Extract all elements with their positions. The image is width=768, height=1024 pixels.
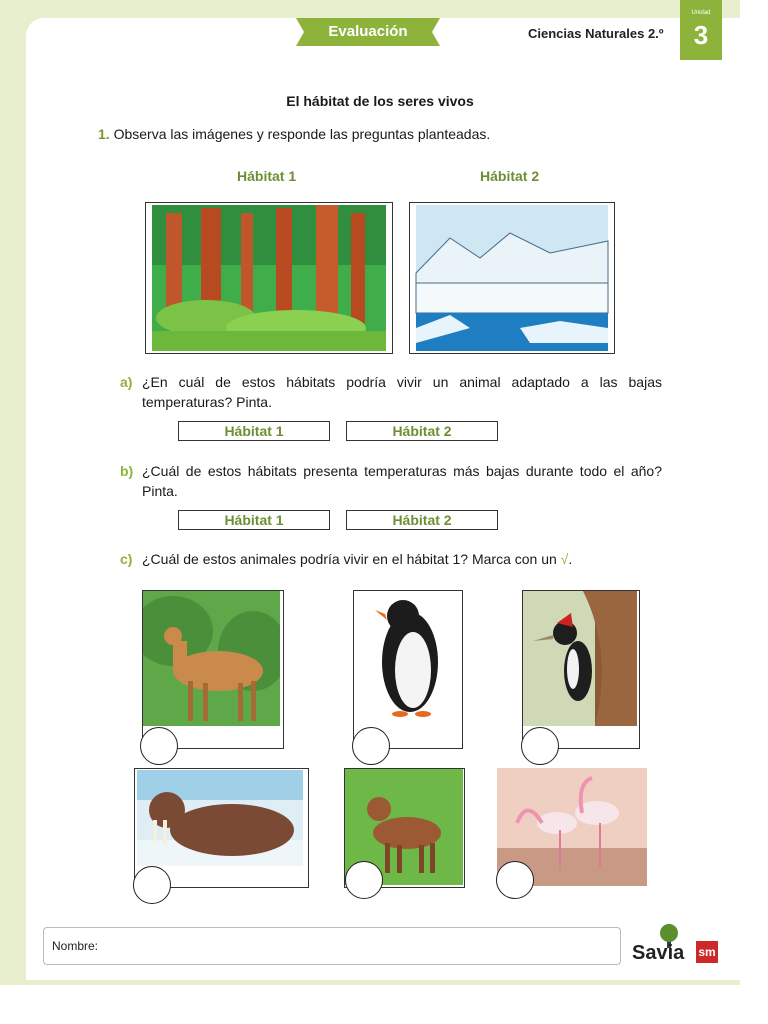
forest-illustration	[146, 203, 392, 353]
question-1	[98, 126, 490, 142]
walrus-image	[137, 770, 303, 866]
question-b	[120, 461, 662, 501]
question-a	[120, 372, 662, 412]
evaluation-banner	[296, 18, 440, 46]
woodpecker-image	[523, 591, 637, 726]
question-c	[120, 549, 662, 569]
woodpecker-illustration	[523, 591, 637, 726]
penguin-illustration	[355, 592, 459, 725]
mark-circle-pudu[interactable]	[345, 861, 383, 899]
evaluation-banner-label: Evaluación	[328, 23, 408, 40]
mark-circle-penguin[interactable]	[352, 727, 390, 765]
answer-b-habitat-1[interactable]: Hábitat 1	[178, 510, 330, 530]
unit-word: Unidad	[691, 10, 711, 16]
question-b-text: ¿Cuál de estos hábitats presenta temperaturas más bajas durante todo el año? Pinta.	[142, 463, 662, 499]
answer-a-habitat-1[interactable]: Hábitat 1	[178, 421, 330, 441]
check-mark-icon: √	[560, 551, 569, 567]
question-c-text	[120, 549, 662, 569]
polar-illustration	[410, 203, 614, 353]
question-a-letter: a)	[120, 374, 133, 390]
answer-a-habitat-2[interactable]: Hábitat 2	[346, 421, 498, 441]
mark-circle-flamingo[interactable]	[496, 861, 534, 899]
subject-title: Ciencias Naturales 2.º	[528, 26, 664, 41]
habitat-1-label: Hábitat 1	[237, 168, 297, 184]
question-c-body: ¿Cuál de estos animales podría vivir en el hábitat 1? Marca con un	[142, 551, 557, 567]
deer-image	[143, 591, 280, 726]
name-field-label: Nombre:	[52, 939, 99, 953]
question-c-end: .	[568, 551, 573, 567]
sm-logo: sm	[696, 941, 718, 963]
penguin-image	[355, 592, 459, 725]
answer-b-habitat-2[interactable]: Hábitat 2	[346, 510, 498, 530]
savia-logo-text: Savia	[632, 942, 685, 964]
habitat-2-polar-image	[409, 202, 615, 354]
habitat-2-label: Hábitat 2	[480, 168, 540, 184]
mark-circle-woodpecker[interactable]	[521, 727, 559, 765]
walrus-illustration	[137, 770, 303, 866]
habitat-1-forest-image	[145, 202, 393, 354]
question-c-letter: c)	[120, 551, 133, 567]
unit-tab	[680, 0, 722, 60]
unit-number: 3	[693, 20, 709, 50]
question-1-number: 1.	[98, 126, 110, 142]
worksheet-title: El hábitat de los seres vivos	[286, 93, 474, 109]
mark-circle-deer[interactable]	[140, 727, 178, 765]
question-1-text: Observa las imágenes y responde las preguntas planteadas.	[113, 126, 491, 142]
name-field[interactable]	[43, 927, 621, 965]
deer-illustration	[143, 591, 280, 726]
mark-circle-walrus[interactable]	[133, 866, 171, 904]
question-a-text: ¿En cuál de estos hábitats podría vivir un animal adaptado a las bajas temperaturas? Pinta.	[142, 374, 662, 410]
publisher-logos	[632, 924, 722, 968]
question-b-letter: b)	[120, 463, 134, 479]
